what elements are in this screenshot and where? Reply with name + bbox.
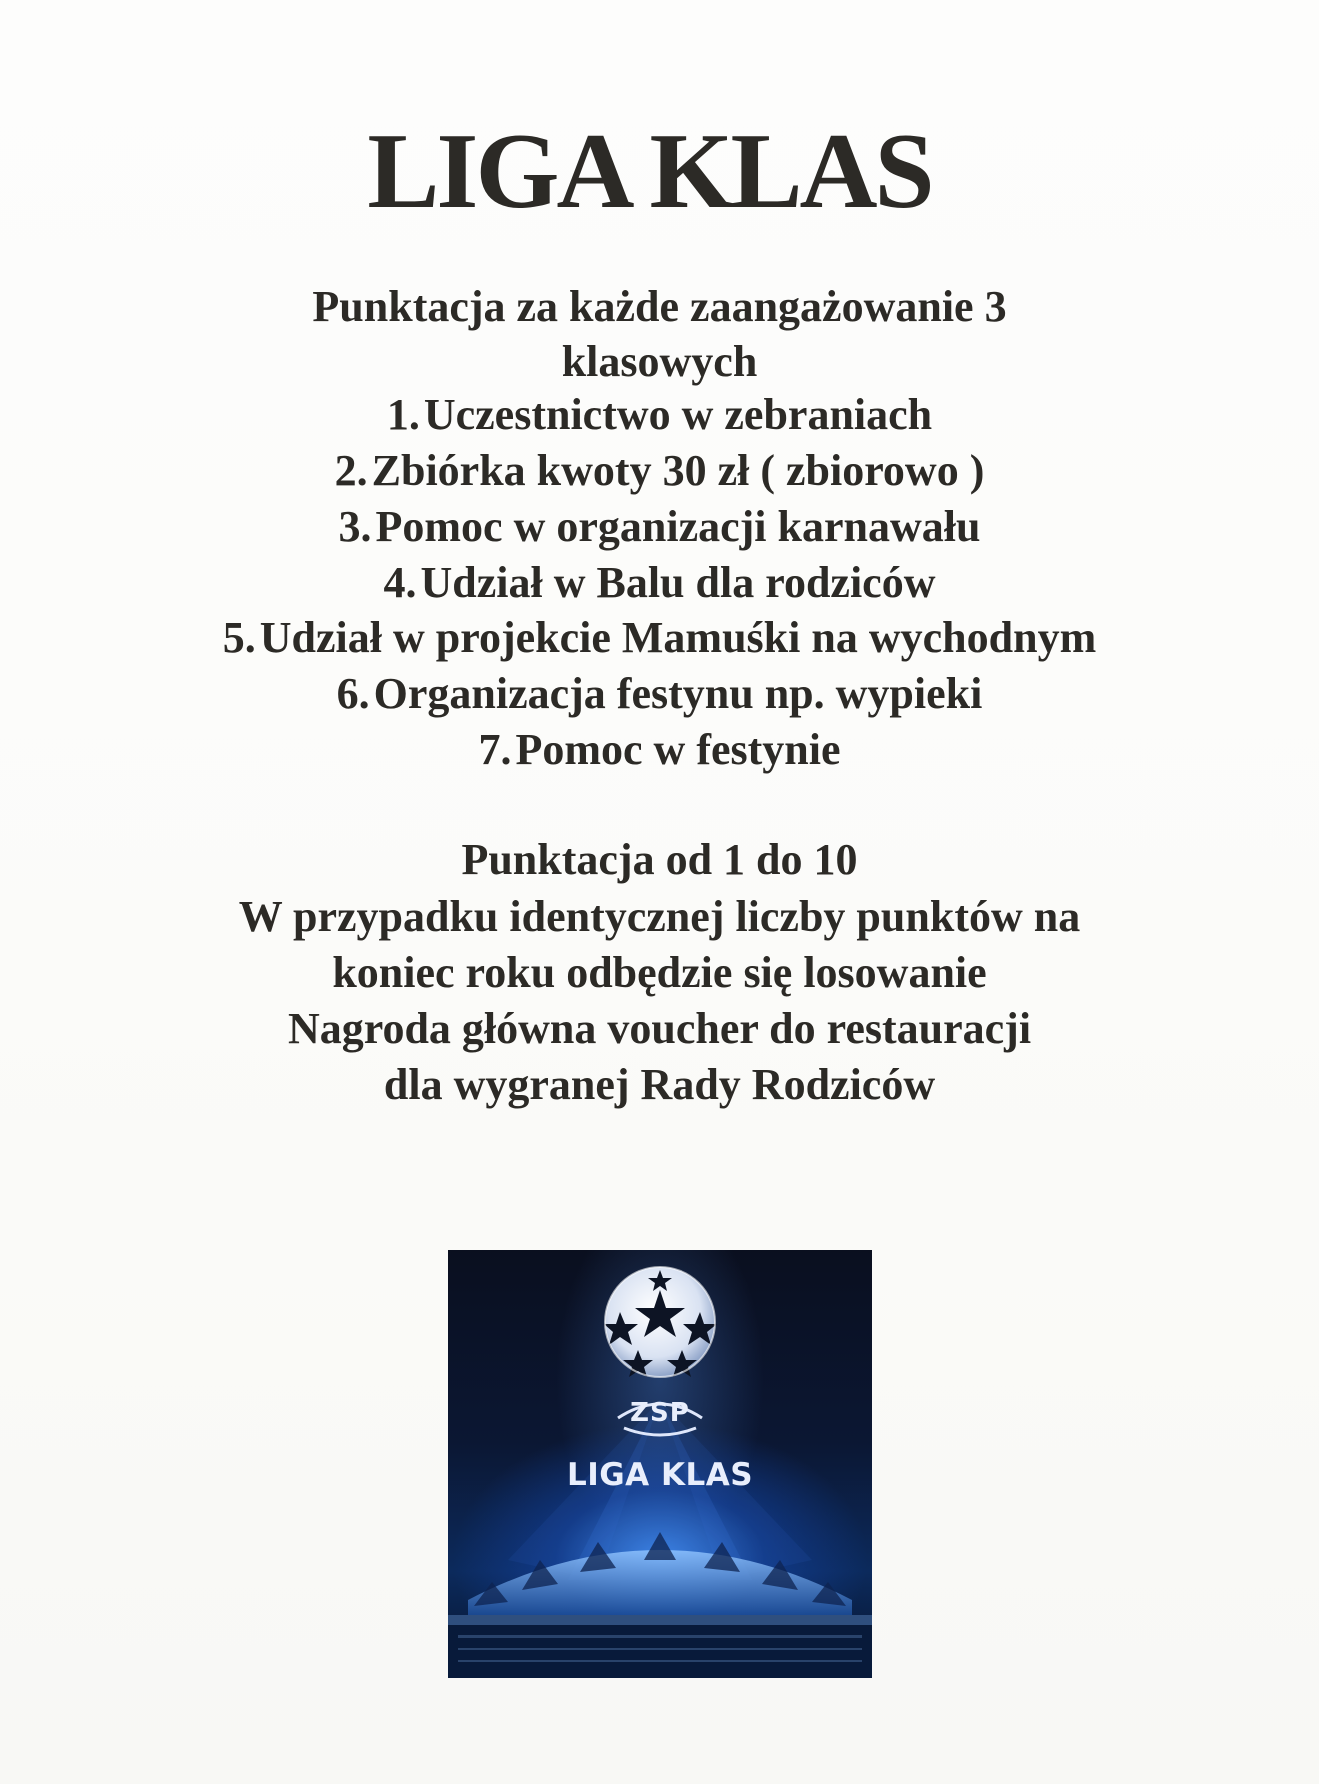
list-item — [0, 390, 1319, 439]
list-item-number: 1. — [386, 390, 420, 439]
football-star-ball-icon — [604, 1267, 717, 1377]
logo-name-text: LIGA KLAS — [566, 1457, 754, 1493]
prize-line-1: Nagroda główna voucher do restauracji — [287, 1004, 1032, 1053]
list-item-text: Pomoc w festynie — [515, 725, 841, 774]
list-item-number: 3. — [338, 502, 372, 551]
list-item — [0, 558, 1319, 607]
list-item-number: 2. — [334, 446, 368, 495]
intro-line-2: klasowych — [561, 337, 758, 386]
list-item-text: Pomoc w organizacji karnawału — [375, 502, 981, 551]
poster-title-text: LIGA KLAS — [367, 112, 932, 231]
scoring-range: Punktacja od 1 do 10 — [461, 835, 858, 884]
list-item — [0, 446, 1319, 495]
list-item-number: 6. — [336, 669, 370, 718]
list-item — [0, 669, 1319, 718]
list-item — [0, 725, 1319, 774]
list-item-text: Uczestnictwo w zebraniach — [423, 390, 933, 439]
prize-line-2: dla wygranej Rady Rodziców — [383, 1060, 936, 1109]
list-item-number: 4. — [383, 558, 417, 607]
list-item-text: Udział w projekcie Mamuśki na wychodnym — [259, 613, 1097, 662]
liga-klas-logo — [448, 1250, 872, 1678]
tie-rule-line-1: W przypadku identycznej liczby punktów na — [238, 892, 1081, 941]
list-item-text: Udział w Balu dla rodziców — [420, 558, 936, 607]
logo-badge-text: ZSP — [630, 1398, 690, 1428]
list-item-text: Zbiórka kwoty 30 zł ( zbiorowo ) — [371, 446, 985, 495]
list-item — [0, 502, 1319, 551]
list-item-number: 5. — [222, 613, 256, 662]
intro-line-1: Punktacja za każde zaangażowanie 3 — [312, 282, 1007, 331]
poster-title — [0, 112, 1319, 231]
list-item-number: 7. — [478, 725, 512, 774]
list-item — [0, 613, 1319, 662]
tie-rule-line-2: koniec roku odbędzie się losowanie — [332, 948, 987, 997]
list-item-text: Organizacja festynu np. wypieki — [373, 669, 983, 718]
